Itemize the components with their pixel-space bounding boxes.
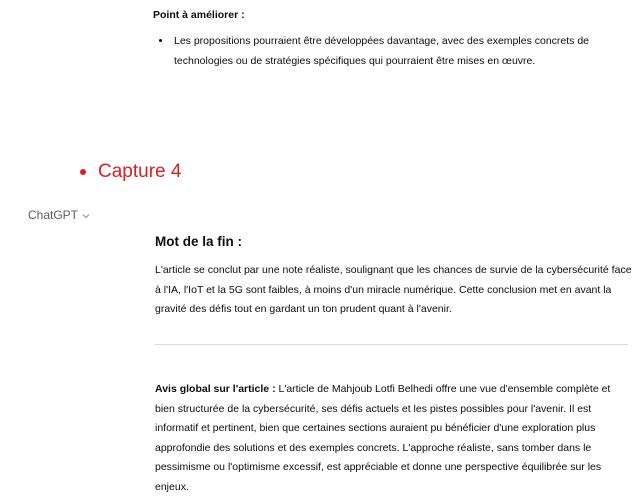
closing-heading: Mot de la fin : <box>155 234 242 249</box>
overall-text: L'article de Mahjoub Lotfi Belhedi offre une vue d'ensemble complète et bien structurée de la cybersécurité, ses défis actuels et les pistes possibles pour l'avenir. Il est informatif et pertinent, bien que certaines sections auraient pu bénéficier d'une exploration plus approfondie des solutions et des exemples concrets. L'approche réaliste, sans tomber dans le pessimisme ou l'optimisme excessif, est appréciable et donne une perspective équilibrée sur les enjeux. <box>155 383 611 493</box>
list-item: • Les propositions pourraient être développées davantage, avec des exemples concrets de technologies ou de stratégies spécifiques qui pourraient être mises en œuvre. <box>172 31 622 71</box>
closing-paragraph: L'article se conclut par une note réaliste, soulignant que les chances de survie de la cybersécurité face à l'IA, l'IoT et la 5G sont faibles, à moins d'un miracle numérique. Cette conclusion met en avant la gravité des défis tout en gardant un ton prudent quant à l'avenir. <box>155 264 632 315</box>
divider <box>155 344 628 345</box>
model-selector-label: ChatGPT <box>28 208 79 222</box>
overall-label: Avis global sur l'article : <box>155 383 276 395</box>
overall-paragraph <box>155 380 629 498</box>
chevron-down-icon <box>82 211 90 221</box>
model-selector[interactable] <box>28 208 90 222</box>
improvement-list <box>152 31 622 71</box>
improvement-heading: Point à améliorer : <box>153 9 245 21</box>
bullet-icon <box>80 169 86 175</box>
capture-title <box>80 161 181 183</box>
capture-title-text: Capture 4 <box>98 161 182 182</box>
